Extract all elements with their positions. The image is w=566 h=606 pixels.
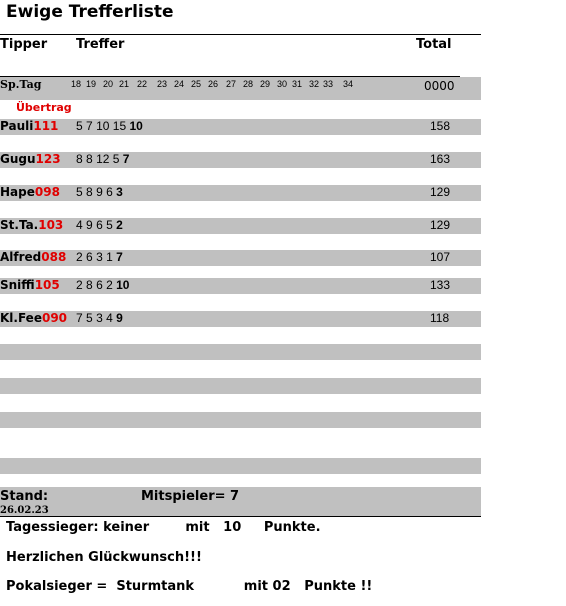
player-name	[0, 311, 67, 325]
player-number: 103	[38, 218, 64, 232]
player-row-band	[0, 152, 481, 168]
player-total: 129	[430, 185, 451, 199]
hit-value: 5	[76, 185, 83, 199]
hit-value: 6	[86, 250, 93, 264]
hit-value: 10	[96, 119, 110, 133]
hit-value: 6	[106, 185, 113, 199]
hit-value-latest: 7	[116, 250, 123, 264]
player-name	[0, 278, 60, 292]
page-title: Ewige Trefferliste	[6, 2, 174, 22]
hit-value: 7	[76, 311, 83, 325]
empty-row-band	[0, 378, 481, 394]
sptag-day: 26	[208, 79, 219, 89]
sptag-day: 34	[343, 79, 354, 89]
sptag-day: 22	[137, 79, 148, 89]
glueckwunsch-line: Herzlichen Glückwunsch!!!	[6, 550, 202, 565]
hit-value-latest: 7	[122, 152, 130, 166]
player-name-text: Sniffi	[0, 278, 35, 292]
sptag-day: 23	[157, 79, 168, 89]
player-number: 098	[34, 185, 60, 199]
hit-value-latest: 3	[116, 185, 123, 199]
hit-value: 8	[86, 185, 93, 199]
sptag-label: Sp.Tag	[0, 78, 42, 91]
hit-value: 8	[76, 152, 83, 166]
mitspieler-count: Mitspieler= 7	[141, 489, 240, 504]
player-name	[0, 152, 61, 166]
stand-band	[0, 487, 481, 516]
hit-value-latest: 10	[129, 119, 143, 133]
sptag-day: 33	[323, 79, 334, 89]
hit-value: 8	[86, 152, 93, 166]
hit-value-latest: 10	[116, 278, 130, 292]
sptag-day: 24	[174, 79, 185, 89]
player-name-text: Hape	[0, 185, 35, 199]
divider-top	[0, 34, 481, 35]
sptag-day: 20	[103, 79, 114, 89]
hit-value: 3	[96, 311, 103, 325]
player-number: 123	[35, 152, 61, 166]
player-total: 118	[430, 311, 450, 325]
stand-label: Stand:	[0, 489, 49, 504]
player-name-text: Gugu	[0, 152, 36, 166]
divider-footer	[0, 516, 481, 517]
hit-value: 6	[96, 278, 103, 292]
sptag-day: 30	[277, 79, 288, 89]
player-row-band	[0, 311, 481, 327]
empty-row-band	[0, 458, 481, 474]
sptag-day: 31	[292, 79, 303, 89]
hit-value: 2	[106, 278, 113, 292]
player-total: 158	[430, 119, 451, 133]
player-name	[0, 250, 66, 264]
empty-row-band	[0, 412, 481, 428]
hit-value: 5	[86, 311, 93, 325]
player-name	[0, 119, 58, 133]
player-row-band	[0, 250, 481, 266]
player-hits	[76, 311, 123, 325]
tagessieger-line: Tagessieger: keiner mit 10 Punkte.	[6, 520, 321, 535]
player-hits	[76, 278, 129, 292]
column-header-treffer: Treffer	[76, 37, 125, 52]
player-number: 111	[33, 119, 59, 133]
hit-value-latest: 2	[116, 218, 123, 232]
player-hits	[76, 218, 123, 232]
player-total: 107	[430, 250, 451, 264]
sptag-day: 21	[119, 79, 130, 89]
player-total: 133	[430, 278, 451, 292]
sptag-day: 19	[86, 79, 97, 89]
hit-value: 12	[96, 152, 110, 166]
player-row-band	[0, 185, 481, 201]
player-hits	[76, 250, 123, 264]
hit-value: 9	[96, 185, 103, 199]
player-number: 088	[41, 250, 67, 264]
sptag-day: 27	[226, 79, 237, 89]
player-name-text: St.Ta.	[0, 218, 39, 232]
player-name-text: Kl.Fee	[0, 311, 42, 325]
player-total: 129	[430, 218, 451, 232]
empty-row-band	[0, 344, 481, 360]
player-hits	[76, 152, 129, 166]
player-row-band	[0, 119, 481, 135]
stand-date: 26.02.23	[0, 505, 49, 516]
player-row-band	[0, 218, 481, 234]
hit-value: 5	[106, 218, 113, 232]
sptag-day: 25	[191, 79, 202, 89]
player-number: 090	[41, 311, 68, 325]
hit-value-latest: 9	[116, 311, 123, 325]
sptag-total: 0000	[424, 79, 455, 93]
player-hits	[76, 185, 123, 199]
hit-value: 3	[96, 250, 103, 264]
sptag-day: 32	[309, 79, 320, 89]
column-header-total: Total	[416, 37, 452, 52]
hit-value: 5	[76, 119, 83, 133]
hit-value: 4	[106, 311, 113, 325]
sptag-day: 28	[243, 79, 254, 89]
hit-value: 9	[86, 218, 93, 232]
pokalsieger-line: Pokalsieger = Sturmtank mit 02 Punkte !!	[6, 579, 373, 594]
player-number: 105	[34, 278, 60, 292]
hit-value: 5	[112, 152, 120, 166]
sptag-day: 29	[260, 79, 271, 89]
hit-value: 6	[96, 218, 103, 232]
player-name	[0, 185, 60, 199]
hit-value: 7	[86, 119, 93, 133]
hit-value: 4	[76, 218, 83, 232]
hit-value: 2	[76, 278, 83, 292]
hit-value: 2	[76, 250, 83, 264]
player-name-text: Alfred	[0, 250, 42, 264]
player-hits	[76, 119, 143, 133]
hit-value: 15	[112, 119, 127, 133]
player-name	[0, 218, 63, 232]
column-header-tipper: Tipper	[0, 37, 48, 52]
player-total: 163	[430, 152, 451, 166]
player-name-text: Pauli	[0, 119, 34, 133]
player-row-band	[0, 278, 481, 294]
hit-value: 1	[106, 250, 113, 264]
hit-value: 8	[86, 278, 93, 292]
sptag-day: 18	[71, 79, 82, 89]
uebertrag-label: Übertrag	[16, 101, 72, 114]
